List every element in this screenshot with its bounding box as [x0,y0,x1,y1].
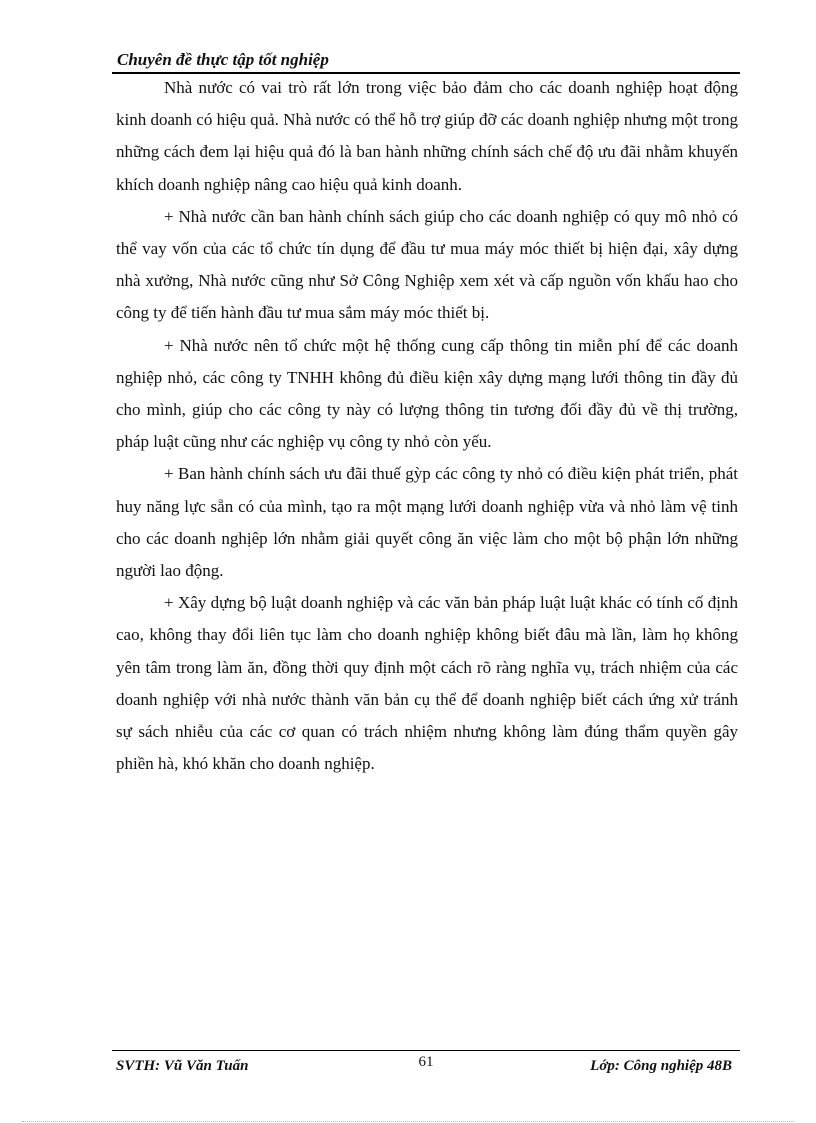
page-footer [112,1050,740,1081]
page-edge-divider [22,1121,794,1122]
footer-page-number: 61 [418,1054,434,1070]
footer-student-name: SVTH: Vũ Văn Tuấn [116,1058,249,1074]
paragraph-capital-policy: + Nhà nước cần ban hành chính sách giúp cho các doanh nghiệp có quy mô nhỏ có thể vay vốn của các tổ chức tín dụng để đầu tư mua máy móc thiết bị hiện đại, xây dựng nhà xưởng, Nhà nước cũng như Sở Công Nghiệp xem xét và cấp nguồn vốn khấu hao cho công ty để tiến hành đầu tư mua sắm máy móc thiết bị. [116,206,738,323]
paragraph-tax-incentives: + Ban hành chính sách ưu đãi thuế gỳp các công ty nhỏ có điều kiện phát triển, phát huy năng lực sẵn có của mình, tạo ra một mạng lưới doanh nghiệp vừa và nhỏ làm vệ tinh cho các doanh nghịêp lớn nhằm giải quyết công ăn việc làm cho một bộ phận lớn những người lao động. [116,464,738,581]
body-text [116,72,738,780]
header-title: Chuyên đề thực tập tốt nghiệp [117,50,329,69]
paragraph-intro: Nhà nước có vai trò rất lớn trong việc bảo đảm cho các doanh nghiệp hoạt động kinh doanh có hiệu quả. Nhà nước có thể hỗ trợ giúp đỡ các doanh nghiệp nhưng một trong những cách đem lại hiệu quả đó là ban hành những chính sách chế độ ưu đãi nhằm khuyến khích doanh nghiệp nâng cao hiệu quả kinh doanh. [116,78,738,194]
paragraph-enterprise-law: + Xây dựng bộ luật doanh nghiệp và các văn bản pháp luật luật khác có tính cố định cao, không thay đổi liên tục làm cho doanh nghiệp không biết đâu mà lần, làm họ không yên tâm trong làm ăn, đồng thời quy định một cách rõ ràng nghĩa vụ, trách nhiệm của các doanh nghiệp với nhà nước thành văn bản cụ thể để doanh nghiệp biết cách ứng xử tránh sự sách nhiễu của các cơ quan có trách nhiệm nhưng không làm đúng thẩm quyền gây phiền hà, khó khăn cho doanh nghiệp. [116,593,738,774]
page-header [112,46,740,74]
footer-class: Lớp: Công nghiệp 48B [590,1058,732,1074]
paragraph-information-system: + Nhà nước nên tổ chức một hệ thống cung cấp thông tin miễn phí để các doanh nghiệp nhỏ, các công ty TNHH không đủ điều kiện xây dựng mạng lưới thông tin đầy đủ cho mình, giúp cho các công ty này có lượng thông tin tương đối đầy đủ về thị trường, pháp luật cũng như các nghiệp vụ công ty nhỏ còn yếu. [116,335,738,452]
